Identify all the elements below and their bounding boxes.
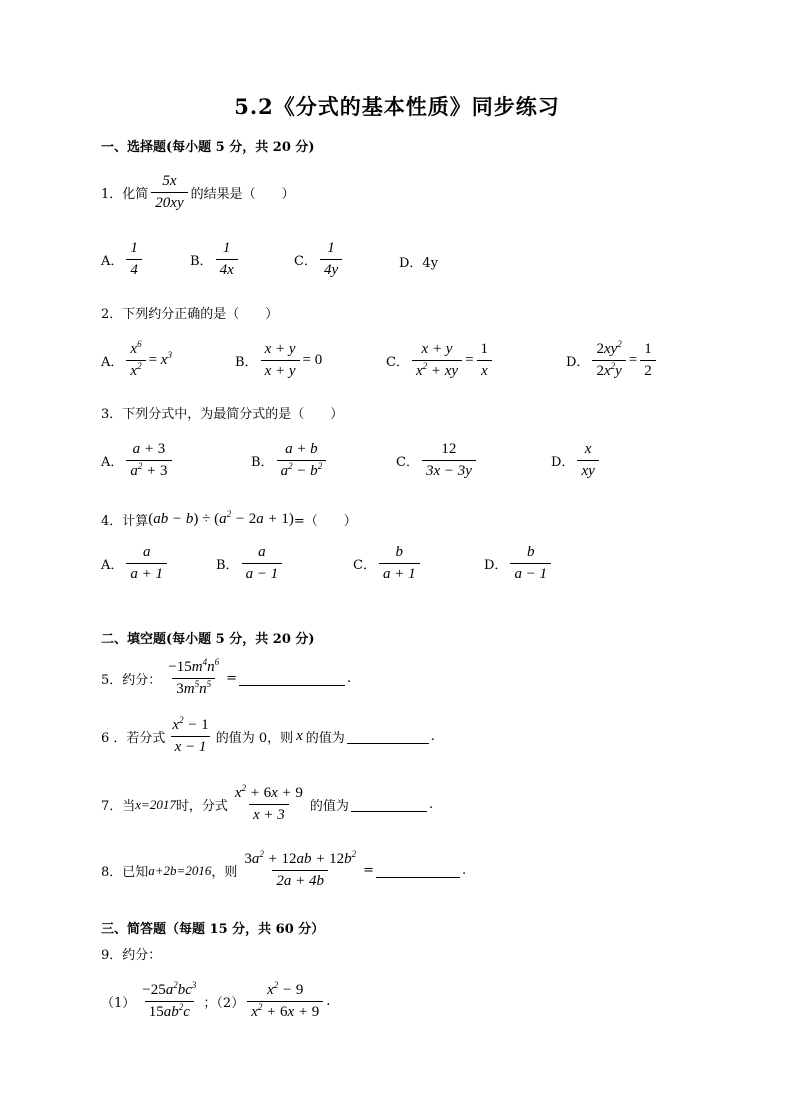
answer-blank[interactable] — [351, 797, 427, 812]
fraction-denominator: a + 1 — [126, 563, 167, 582]
answer-blank[interactable] — [239, 671, 345, 686]
fraction-denominator: x — [477, 360, 492, 379]
question-2-option-c — [386, 342, 495, 379]
question-4-expression: $(ab - b) \div (a^2 - 2a + 1)$ — [148, 509, 294, 527]
fraction-numerator: 1 — [644, 341, 652, 357]
section-heading-choice: 一、选择题(每小题 5 分，共 20 分) — [101, 140, 315, 155]
period: . — [462, 863, 467, 878]
question-1 — [101, 174, 295, 211]
question-5-fraction — [164, 657, 223, 697]
fraction-numerator: a + b — [285, 441, 318, 457]
section-heading-answer: 三、简答题（每题 15 分，共 60 分） — [101, 922, 325, 937]
question-3-option-c — [396, 442, 479, 479]
option-rhs: = — [628, 352, 638, 368]
fraction-denominator: xy — [577, 460, 598, 479]
option-rhs: = $x^3$ — [148, 350, 172, 368]
question-1-suffix: 的结果是（ ） — [190, 187, 295, 202]
part-2-fraction — [247, 980, 323, 1020]
fraction-numerator: x + y — [264, 341, 296, 357]
question-4-option-b — [216, 545, 285, 582]
fraction-numerator: $-15m^4n^6$ — [168, 657, 220, 675]
option-label: A． — [101, 254, 124, 269]
question-2-option-d — [566, 339, 659, 379]
option-fraction — [592, 339, 625, 379]
question-2-option-a — [101, 339, 172, 379]
question-2-option-b — [235, 342, 322, 379]
fraction-denominator: x − 1 — [171, 736, 211, 755]
condition: x=2017 — [135, 796, 176, 812]
fraction-numerator: $x^2 - 9$ — [267, 980, 304, 998]
question-6-text-2: 的值为 — [305, 731, 345, 746]
option-fraction — [126, 241, 142, 278]
fraction-denominator: $3m^5n^5$ — [172, 678, 215, 697]
fraction-denominator: a − 1 — [242, 563, 283, 582]
question-1-option-a — [101, 241, 145, 278]
fraction-numerator: 5x — [162, 173, 177, 189]
fraction-numerator: $x^2 - 1$ — [172, 715, 209, 733]
question-3-option-d — [551, 442, 602, 479]
fraction-denominator: $x^2 + 6x + 9$ — [247, 1001, 323, 1020]
option-fraction — [126, 339, 145, 379]
fraction-numerator: a — [142, 544, 151, 560]
option-rhs: = 0 — [302, 352, 323, 368]
question-5 — [101, 657, 352, 697]
option-label: B． — [235, 355, 258, 370]
fraction-denominator: $x^2$ — [126, 360, 145, 379]
fraction-numerator: 1 — [327, 240, 335, 256]
question-4 — [101, 510, 357, 529]
fraction-denominator: x + 3 — [249, 804, 289, 823]
question-8 — [101, 849, 467, 889]
equals-sign: = — [363, 863, 374, 878]
period: . — [347, 671, 352, 686]
question-3-stem: 3．下列分式中，为最简分式的是（ ） — [101, 407, 344, 422]
fraction-numerator: $-25a^2bc^3$ — [142, 980, 197, 998]
fraction-denominator: 2 — [640, 360, 656, 379]
part-1-fraction — [138, 980, 200, 1020]
variable: x — [296, 728, 303, 744]
condition: a+2b=2016 — [148, 862, 212, 878]
question-6 — [101, 715, 435, 755]
fraction-numerator: $x^2 + 6x + 9$ — [234, 783, 303, 801]
question-7 — [101, 783, 434, 823]
option-fraction — [216, 241, 238, 278]
fraction-denominator: x + y — [261, 360, 300, 379]
fraction-numerator: $x^6$ — [130, 339, 142, 357]
question-1-fraction — [151, 174, 187, 211]
page-title: 5.2《分式的基本性质》同步练习 — [234, 94, 560, 119]
question-2-stem: 2．下列约分正确的是（ ） — [101, 307, 279, 322]
option-fraction — [242, 545, 283, 582]
option-label: B． — [251, 455, 274, 470]
option-label: C． — [294, 254, 317, 269]
question-6-prefix: 6 ．若分式 — [101, 731, 166, 746]
option-label: C． — [353, 558, 376, 573]
option-label: B． — [216, 558, 239, 573]
fraction-numerator: $3a^2 + 12ab + 12b^2$ — [244, 849, 357, 867]
period: . — [428, 797, 434, 812]
fraction-denominator: a + 1 — [379, 563, 420, 582]
question-1-prefix: 1．化简 — [101, 187, 149, 202]
option-label: A． — [101, 355, 124, 370]
fraction-numerator: x — [584, 441, 592, 457]
fraction-numerator: 1 — [222, 240, 231, 256]
option-fraction-rhs — [640, 342, 656, 379]
question-4-suffix: =（ ） — [293, 514, 357, 529]
fraction-denominator: $a^2 + 3$ — [126, 460, 171, 479]
option-fraction — [577, 442, 598, 479]
question-4-prefix: 4．计算 — [101, 514, 149, 529]
fraction-denominator: 3x − 3y — [422, 460, 476, 479]
equals-sign: = — [226, 671, 237, 686]
option-label: B． — [190, 254, 213, 269]
option-label: D． — [566, 355, 590, 370]
question-4-option-c — [353, 545, 423, 582]
question-8-prefix: 8．已知 — [101, 865, 149, 880]
fraction-numerator: x + y — [421, 341, 453, 357]
fraction-denominator: $a^2 - b^2$ — [277, 460, 327, 479]
option-label: A． — [101, 455, 124, 470]
question-9-stem: 9．约分： — [101, 948, 162, 963]
fraction-denominator: a − 1 — [510, 563, 551, 582]
question-9-parts — [101, 980, 331, 1020]
option-fraction — [261, 342, 300, 379]
option-fraction — [422, 442, 476, 479]
fraction-denominator: $x^2$ + xy — [412, 360, 462, 379]
question-3-option-b — [251, 442, 329, 479]
option-fraction — [277, 442, 327, 479]
question-6-text: 的值为 0，则 — [215, 731, 294, 746]
fraction-numerator: a — [258, 544, 266, 560]
question-5-prefix: 5．约分： — [101, 673, 162, 688]
fraction-numerator: b — [527, 544, 535, 560]
fraction-denominator: 4 — [126, 259, 142, 278]
option-fraction-rhs — [477, 342, 493, 379]
fraction-denominator: 20xy — [151, 192, 187, 211]
option-fraction — [510, 545, 551, 582]
part-2-label: ；（2） — [203, 996, 245, 1011]
period: . — [430, 729, 435, 744]
option-label: C． — [386, 355, 409, 370]
question-8-text: ，则 — [211, 865, 238, 880]
option-label: D． — [551, 455, 575, 470]
fraction-numerator: a + 3 — [132, 441, 166, 457]
fraction-numerator: $2xy^2$ — [596, 339, 622, 357]
question-6-fraction — [168, 715, 212, 755]
option-rhs: = — [465, 352, 474, 368]
option-fraction — [126, 545, 167, 582]
option-label: A． — [101, 558, 124, 573]
part-1-label: （1） — [101, 996, 136, 1011]
question-4-option-a — [101, 545, 170, 582]
fraction-numerator: 1 — [480, 341, 489, 357]
question-7-suffix: 的值为 — [309, 799, 349, 814]
answer-blank[interactable] — [376, 863, 460, 878]
question-8-fraction — [240, 849, 360, 889]
option-fraction — [126, 442, 171, 479]
question-3-option-a — [101, 442, 175, 479]
fraction-denominator: 4y — [320, 259, 342, 278]
fraction-numerator: 12 — [441, 441, 457, 457]
fraction-denominator: 4x — [216, 259, 238, 278]
question-7-text: 时，分式 — [175, 799, 228, 814]
option-fraction — [412, 342, 462, 379]
fraction-numerator: 1 — [130, 240, 138, 256]
question-1-option-c — [294, 241, 345, 278]
question-7-fraction — [231, 783, 307, 823]
fraction-numerator: b — [395, 544, 404, 560]
option-label: D． — [484, 558, 508, 573]
option-label: D．4y — [399, 256, 439, 271]
fraction-denominator: $2x^2y$ — [592, 360, 625, 379]
option-fraction — [320, 241, 342, 278]
question-4-option-d — [484, 545, 554, 582]
answer-blank[interactable] — [347, 729, 429, 744]
fraction-denominator: 2a + 4b — [272, 870, 328, 889]
option-label: C． — [396, 455, 419, 470]
period: . — [326, 994, 331, 1009]
question-1-option-b — [190, 241, 241, 278]
fraction-denominator: $15ab^2c$ — [145, 1001, 194, 1020]
section-heading-fill: 二、填空题(每小题 5 分，共 20 分) — [101, 632, 315, 647]
option-fraction — [379, 545, 420, 582]
question-7-prefix: 7．当 — [101, 799, 136, 814]
question-1-option-d — [399, 252, 438, 271]
